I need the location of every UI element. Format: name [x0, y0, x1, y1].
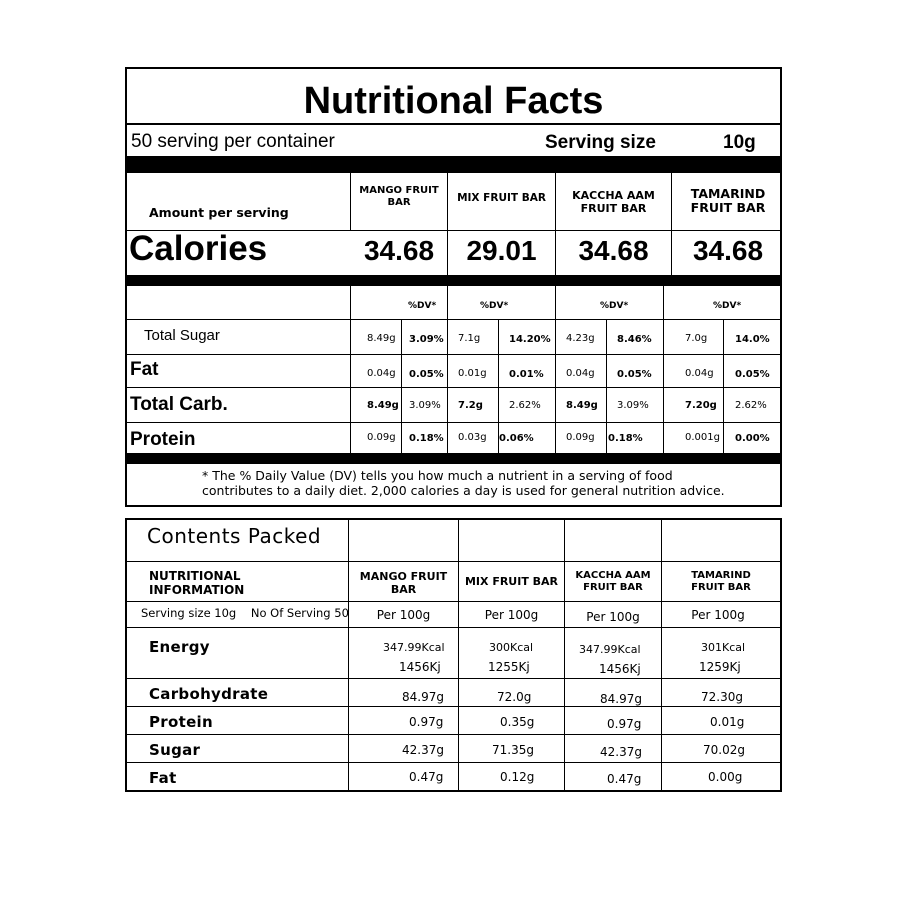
dv-cell: 0.01% — [509, 369, 544, 380]
divider — [127, 627, 780, 628]
value-cell: 7.0g — [685, 333, 708, 344]
fat-value: 0.47g — [409, 770, 444, 784]
divider — [127, 422, 780, 423]
energy-kj: 1456Kj — [399, 660, 441, 674]
dv-cell: 2.62% — [735, 400, 767, 411]
value-cell: 0.04g — [566, 368, 595, 379]
energy-kcal: 347.99Kcal — [383, 641, 445, 654]
fat-value: 0.00g — [708, 770, 743, 784]
divider — [127, 706, 780, 707]
dv-cell: 0.18% — [409, 433, 444, 444]
value-cell: 0.09g — [367, 432, 396, 443]
divider — [127, 734, 780, 735]
row-label-total-carb: Total Carb. — [130, 394, 228, 415]
sugar-value: 71.35g — [492, 743, 534, 757]
sugar-value: 70.02g — [703, 743, 745, 757]
protein-value: 0.97g — [409, 715, 444, 729]
dv-cell: 0.18% — [608, 433, 643, 444]
energy-kcal: 347.99Kcal — [579, 643, 641, 656]
dv-header: %DV* — [713, 301, 742, 311]
row-label-protein: Protein — [130, 429, 196, 450]
packed-header-tamarind: TAMARIND FRUIT BAR — [691, 570, 751, 593]
carbohydrate-value: 84.97g — [600, 692, 642, 706]
divider — [127, 123, 780, 125]
protein-value: 0.35g — [500, 715, 535, 729]
dv-cell: 0.06% — [499, 433, 534, 444]
dv-cell: 14.0% — [735, 334, 770, 345]
per-100g-label: Per 100g — [484, 608, 539, 622]
row-label-fat: Fat — [130, 359, 159, 380]
calories-tamarind: 34.68 — [692, 235, 764, 266]
product-header-kaccha-aam: KACCHA AAM FRUIT BAR — [572, 189, 655, 215]
value-cell: 0.04g — [685, 368, 714, 379]
divider — [127, 601, 780, 602]
amount-per-serving-label: Amount per serving — [149, 205, 289, 220]
divider — [127, 678, 780, 679]
dv-cell: 0.05% — [617, 369, 652, 380]
product-header-mix: MIX FRUIT BAR — [457, 192, 546, 204]
facts-title: Nutritional Facts — [303, 80, 604, 122]
sugar-value: 42.37g — [600, 745, 642, 759]
product-header-tamarind: TAMARIND FRUIT BAR — [690, 186, 766, 216]
nutrition-facts-panel — [125, 67, 782, 507]
dv-header: %DV* — [480, 301, 509, 311]
row-label-sugar: Sugar — [149, 741, 201, 759]
col-divider — [447, 286, 448, 455]
value-cell: 4.23g — [566, 333, 595, 344]
serving-size-label: Serving size — [545, 132, 656, 153]
carbohydrate-value: 72.0g — [497, 690, 532, 704]
value-cell: 7.2g — [458, 400, 483, 411]
thick-divider — [127, 275, 780, 286]
value-cell: 8.49g — [367, 333, 396, 344]
dv-cell: 14.20% — [509, 334, 551, 345]
dv-cell: 0.05% — [735, 369, 770, 380]
value-cell: 0.01g — [458, 368, 487, 379]
col-divider — [555, 286, 556, 455]
thick-divider — [127, 453, 780, 464]
carbohydrate-value: 72.30g — [701, 690, 743, 704]
energy-kj: 1456Kj — [599, 662, 641, 676]
dv-cell: 0.00% — [735, 433, 770, 444]
row-label-energy: Energy — [149, 638, 210, 656]
packed-header-mango: MANGO FRUIT BAR — [359, 570, 448, 596]
energy-kcal: 300Kcal — [489, 641, 534, 654]
col-divider — [663, 286, 664, 455]
energy-kcal: 301Kcal — [701, 641, 746, 654]
product-header-mango: MANGO FRUIT BAR — [359, 185, 439, 208]
value-cell: 7.1g — [458, 333, 481, 344]
thick-divider — [127, 156, 780, 173]
contents-packed-table — [125, 518, 782, 792]
serving-size-value: 10g — [723, 132, 756, 153]
row-label-protein: Protein — [149, 713, 213, 731]
dv-cell: 0.05% — [409, 369, 444, 380]
divider — [127, 387, 780, 388]
dv-header: %DV* — [408, 301, 437, 311]
value-cell: 7.20g — [685, 400, 717, 411]
per-100g-label: Per 100g — [586, 610, 640, 624]
servings-per-container: 50 serving per container — [131, 131, 335, 152]
divider — [127, 319, 780, 320]
divider — [127, 561, 780, 562]
per-100g-label: Per 100g — [691, 608, 745, 622]
dv-cell: 3.09% — [409, 400, 441, 411]
row-label-fat: Fat — [149, 769, 177, 787]
energy-kj: 1255Kj — [488, 660, 530, 674]
nutritional-information-label: NUTRITIONAL INFORMATION — [149, 569, 245, 597]
value-cell: 0.04g — [367, 368, 396, 379]
packed-header-mix: MIX FRUIT BAR — [464, 575, 559, 588]
value-cell: 8.49g — [566, 400, 598, 411]
sugar-value: 42.37g — [402, 743, 444, 757]
protein-value: 0.97g — [607, 717, 642, 731]
calories-kaccha-aam: 34.68 — [578, 235, 649, 266]
value-cell: 0.001g — [685, 432, 720, 443]
serving-note: Serving size 10g No Of Serving 50 — [141, 606, 349, 620]
value-cell: 8.49g — [367, 400, 399, 411]
protein-value: 0.01g — [710, 715, 745, 729]
calories-label: Calories — [129, 229, 268, 268]
dv-cell: 3.09% — [617, 400, 649, 411]
dv-cell: 8.46% — [617, 334, 652, 345]
calories-mix: 29.01 — [466, 235, 537, 266]
value-cell: 0.09g — [566, 432, 595, 443]
contents-packed-title: Contents Packed — [147, 524, 322, 548]
carbohydrate-value: 84.97g — [402, 690, 444, 704]
col-divider — [350, 286, 351, 455]
fat-value: 0.47g — [607, 772, 642, 786]
dv-cell: 2.62% — [509, 400, 541, 411]
per-100g-label: Per 100g — [376, 608, 431, 622]
dv-footnote: * The % Daily Value (DV) tells you how much a nutrient in a serving of food contributes to a daily diet. 2,000 calories a day is used for general nutrition advice. — [202, 468, 725, 498]
dv-header: %DV* — [600, 301, 629, 311]
row-label-carbohydrate: Carbohydrate — [149, 685, 269, 703]
divider — [127, 762, 780, 763]
divider — [127, 354, 780, 355]
row-label-total-sugar: Total Sugar — [144, 327, 220, 344]
packed-header-kaccha-aam: KACCHA AAM FRUIT BAR — [575, 570, 651, 593]
value-cell: 0.03g — [458, 432, 487, 443]
fat-value: 0.12g — [500, 770, 535, 784]
calories-mango: 34.68 — [363, 235, 435, 266]
energy-kj: 1259Kj — [699, 660, 741, 674]
dv-cell: 3.09% — [409, 334, 444, 345]
